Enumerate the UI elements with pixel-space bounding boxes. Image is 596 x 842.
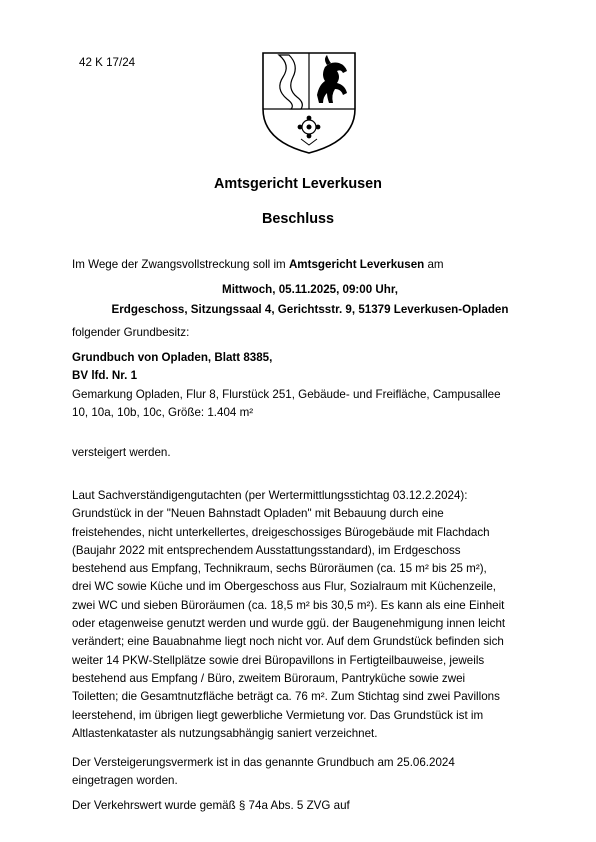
intro-text-end: am: [424, 258, 444, 271]
appraisal-line: leerstehend, im übrigen liegt gewerbliche Vermietung vor. Das Grundstück ist im: [72, 708, 484, 722]
appraisal-line: oder etagenweise genutzt werden und wurde ggü. der Baugenehmigung innen leicht: [72, 617, 506, 631]
appraisal-line: drei WC sowie Küche und im Obergeschoss aus Flur, Sozialraum mit Küchenzeile,: [72, 580, 496, 594]
appraisal-line: weiter 14 PKW-Stellplätze sowie drei Büropavillons in Fertigteilbauweise, jeweils: [72, 653, 485, 667]
appraisal-line: bestehend aus Empfang, Technikraum, sechs Büroräumen (ca. 15 m² bis 25 m²),: [72, 562, 487, 576]
intro-text: Im Wege der Zwangsvollstreckung soll im: [72, 258, 289, 271]
property-intro: folgender Grundbesitz:: [72, 326, 190, 339]
registration-line: eingetragen worden.: [72, 774, 178, 788]
appraisal-line: bestehend aus Empfang / Büro, zweitem Büroraum, Pantryküche sowie zwei: [72, 671, 466, 685]
registration-line: Der Versteigerungsvermerk ist in das genannte Grundbuch am 25.06.2024: [72, 756, 455, 769]
appraisal-line: Altlastenkataster als nutzungsabhängig saniert verzeichnet.: [72, 726, 378, 740]
auction-location: Erdgeschoss, Sitzungssaal 4, Gerichtsstr. 9, 51379 Leverkusen-Opladen: [111, 302, 509, 316]
appraisal-line: zwei WC und sieben Büroräumen (ca. 18,5 m² bis 30,5 m²). Es kann als eine Einheit: [72, 598, 505, 612]
auction-date: Mittwoch, 05.11.2025, 09:00 Uhr,: [222, 283, 398, 296]
land-register-sheet: Grundbuch von Opladen, Blatt 8385,: [72, 351, 273, 364]
land-register-entry: BV lfd. Nr. 1: [72, 369, 138, 383]
court-heading: Amtsgericht Leverkusen: [214, 176, 382, 192]
auction-statement: versteigert werden.: [72, 446, 171, 459]
appraisal-line: freistehendes, nicht unterkellertes, dreigeschossiges Bürogebäude mit Flachdach: [72, 525, 490, 539]
appraisal-line: verändert; eine Bauabnahme liegt noch nicht vor. Auf dem Grundstück befinden sich: [72, 635, 504, 649]
nrw-coat-of-arms-icon: [261, 51, 357, 155]
parcel-size: 10, 10a, 10b, 10c, Größe: 1.404 m²: [72, 405, 254, 419]
market-value-statement: Der Verkehrswert wurde gemäß § 74a Abs. 5 ZVG auf: [72, 799, 350, 812]
registration-note: [72, 754, 532, 791]
land-register-block: [72, 349, 532, 422]
auction-date-block: [40, 280, 580, 319]
appraisal-line: Laut Sachverständigengutachten (per Wertermittlungsstichtag 03.12.2.2024):: [72, 489, 468, 502]
appraisal-line: (Baujahr 2022 mit entsprechendem Ausstattungsstandard), im Erdgeschoss: [72, 543, 461, 557]
appraisal-line: Toiletten; die Gesamtnutzfläche beträgt ca. 76 m². Zum Stichtag sind zwei Pavillons: [72, 690, 500, 704]
appraisal-paragraph: [72, 487, 532, 743]
appraisal-line: Grundstück in der "Neuen Bahnstadt Opladen" mit Bebauung durch eine: [72, 507, 444, 521]
intro-court-bold: Amtsgericht Leverkusen: [288, 258, 425, 271]
document-title: Beschluss: [262, 211, 334, 227]
case-number: 42 K 17/24: [79, 56, 136, 69]
parcel-description: Gemarkung Opladen, Flur 8, Flurstück 251, Gebäude- und Freifläche, Campusallee: [72, 387, 501, 401]
intro-paragraph: [72, 256, 532, 274]
